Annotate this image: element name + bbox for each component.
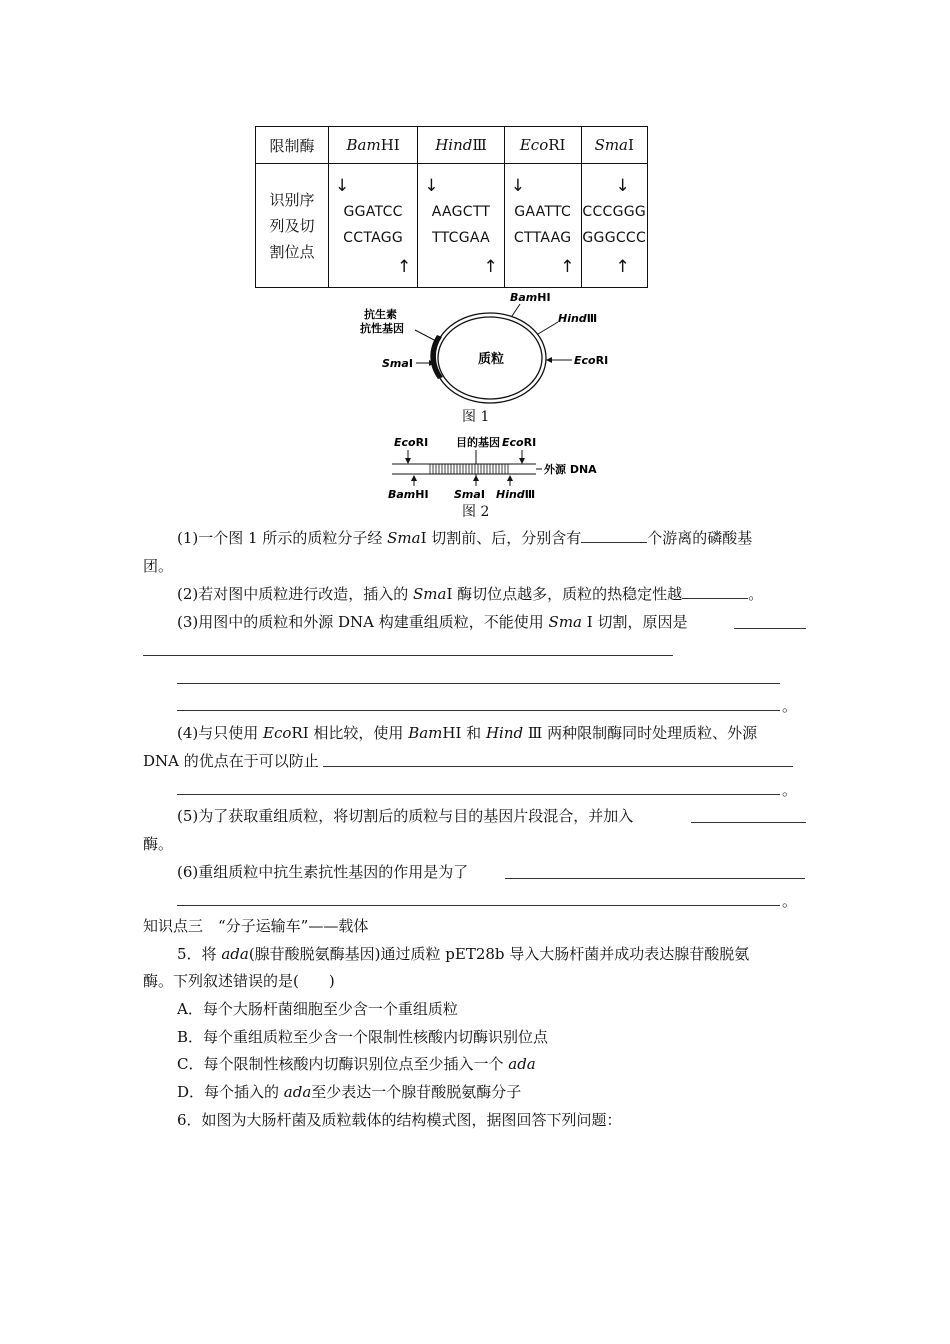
- text: 至少表达一个腺苷酸脱氨酶分子: [311, 1083, 522, 1101]
- figure2-caption: 图 2: [462, 504, 490, 520]
- text: (4)与只使用: [177, 724, 264, 742]
- text: (腺苷酸脱氨酶基因)通过质粒 pET28b 导入大肠杆菌并成功表达腺苷酸脱氨: [248, 945, 750, 963]
- sequence-top: CCCGGG: [582, 204, 647, 220]
- label-italic: Hind: [496, 488, 525, 501]
- italic-text: ada: [283, 1083, 312, 1101]
- q5-option-c[interactable]: [177, 1052, 536, 1076]
- foreign-dna-diagram: [384, 432, 614, 504]
- question-4-line-1: [177, 721, 757, 745]
- label-italic: Eco: [502, 436, 524, 449]
- answer-line[interactable]: [323, 766, 793, 767]
- label-suffix: RⅠ: [595, 354, 609, 367]
- label-italic: Sma: [454, 488, 481, 501]
- question-3-end: 。: [782, 697, 798, 715]
- ecori-sequence-cell: [504, 164, 581, 288]
- sequence-top: GGATCC: [343, 204, 403, 220]
- question-3: [177, 610, 687, 634]
- enzyme-name-suffix: Ⅲ: [472, 136, 487, 154]
- label-suffix: Ⅰ: [408, 357, 413, 370]
- enzyme-name-suffix: Ⅰ: [628, 136, 634, 154]
- plasmid-diagram: [360, 288, 640, 413]
- bamhi-sequence-cell: [329, 164, 418, 288]
- text: (6)重组质粒中抗生素抗性基因的作用是为了: [177, 863, 469, 881]
- italic-text: Sma: [413, 585, 447, 603]
- sequence-bottom: TTCGAA: [431, 230, 490, 246]
- table-sequence-row: [256, 164, 648, 288]
- text: C．每个限制性核酸内切酶识别位点至少插入一个: [177, 1055, 509, 1073]
- text: 个游离的磷酸基: [647, 529, 753, 547]
- question-1-line-1: [177, 526, 752, 550]
- answer-blank[interactable]: [682, 582, 748, 599]
- figure1-caption: 图 1: [462, 409, 490, 425]
- resistance-label-1: 抗生素: [364, 308, 397, 321]
- text: (1)一个图 1 所示的质粒分子经: [177, 529, 388, 547]
- enzyme-name-suffix: RⅠ: [548, 136, 566, 154]
- text: RⅠ 相比较，使用: [291, 724, 409, 742]
- sequence-bottom: CTTAAG: [513, 230, 572, 246]
- cut-down-arrow: ↓: [335, 176, 350, 196]
- ecori-left-label: [394, 436, 428, 449]
- sequence-top: GAATTC: [514, 204, 572, 220]
- hindiii-label: [558, 312, 597, 325]
- text: 。: [748, 585, 764, 603]
- question-2: [177, 582, 763, 606]
- label-italic: Bam: [510, 291, 538, 304]
- cut-down-arrow: ↓: [424, 176, 439, 196]
- q5-option-d[interactable]: [177, 1080, 521, 1104]
- question-5-line-2: 酶。: [143, 835, 174, 853]
- sequence-bottom: CCTAGG: [343, 230, 404, 246]
- label-suffix: HⅠ: [415, 488, 429, 501]
- resistance-label-2: 抗性基因: [360, 322, 404, 335]
- arrowhead: [411, 475, 417, 481]
- arrowhead: [519, 458, 525, 464]
- q5-option-a[interactable]: A．每个大肠杆菌细胞至少含一个重组质粒: [177, 1000, 458, 1018]
- enzyme-name-italic: Hind: [435, 136, 473, 154]
- italic-text: Sma: [548, 613, 582, 631]
- italic-text: Bam: [408, 724, 443, 742]
- label-suffix: Ⅰ: [480, 488, 485, 501]
- smai-label: [454, 488, 485, 501]
- text: Ⅰ 切割前、后，分别含有: [420, 529, 582, 547]
- italic-text: Hind: [485, 724, 524, 742]
- bamhi-pointer-line: [512, 304, 520, 316]
- enzyme-name-italic: Eco: [519, 136, 549, 154]
- question-6-end: 。: [782, 892, 798, 910]
- bamhi-label: [510, 291, 551, 304]
- text: Ⅰ 酶切位点越多，质粒的热稳定性越: [446, 585, 683, 603]
- cut-up-arrow: ↑: [396, 257, 412, 277]
- foreign-dna-label: 外源 DNA: [544, 463, 597, 476]
- smai-label: [382, 357, 413, 370]
- hindiii-label: [496, 488, 535, 501]
- arrowhead: [473, 475, 479, 481]
- plasmid-center-label: 质粒: [478, 352, 505, 367]
- enzyme-bamhi-header: [329, 127, 418, 164]
- table-header-row: [256, 127, 648, 164]
- row-label-line: 割位点: [269, 242, 315, 261]
- hindiii-sequence-cell: [418, 164, 505, 288]
- cut-up-arrow: ↑: [615, 257, 630, 277]
- q5-option-b[interactable]: B．每个重组质粒至少含一个限制性核酸内切酶识别位点: [177, 1028, 549, 1046]
- sequence-top: AAGCTT: [431, 204, 491, 220]
- q5-stem-line-2: 酶。下列叙述错误的是( ): [143, 972, 335, 990]
- answer-line[interactable]: [177, 683, 780, 684]
- sequence-bottom: GGGCCC: [582, 230, 647, 246]
- label-suffix: Ⅲ: [524, 488, 536, 501]
- hindiii-pointer-line: [538, 322, 558, 334]
- label-italic: Bam: [388, 488, 416, 501]
- question-4-line-2: DNA 的优点在于可以防止: [143, 752, 319, 770]
- answer-blank[interactable]: [581, 526, 647, 543]
- question-4-end: 。: [782, 781, 798, 799]
- ecori-right-label: [502, 436, 536, 449]
- cut-up-arrow: ↑: [483, 257, 498, 277]
- resistance-pointer-line: [415, 330, 438, 342]
- arrowhead: [405, 458, 411, 464]
- smai-sequence-cell: [581, 164, 647, 288]
- enzyme-name-italic: Sma: [594, 136, 629, 154]
- label-suffix: RⅠ: [523, 436, 537, 449]
- ecori-arrowhead: [546, 357, 552, 363]
- row-label-line: 识别序: [269, 190, 315, 209]
- label-suffix: RⅠ: [415, 436, 429, 449]
- enzyme-name-italic: Bam: [346, 136, 381, 154]
- target-gene-label: 目的基因: [456, 436, 500, 449]
- row-label-cell: [256, 164, 329, 288]
- cut-down-arrow: ↓: [510, 176, 526, 196]
- question-6-line-1: [177, 860, 468, 884]
- text: HⅠ 和: [442, 724, 486, 742]
- answer-line[interactable]: [177, 710, 780, 711]
- answer-line[interactable]: [177, 905, 780, 906]
- answer-line[interactable]: [734, 628, 806, 629]
- answer-line[interactable]: [505, 878, 805, 879]
- cut-down-arrow: ↓: [615, 176, 630, 196]
- arrowhead: [507, 475, 513, 481]
- text: (5)为了获取重组质粒，将切割后的质粒与目的基因片段混合，并加入: [177, 807, 634, 825]
- italic-text: ada: [221, 945, 249, 963]
- text: 5．将: [177, 945, 222, 963]
- italic-text: Sma: [387, 529, 421, 547]
- text: D．每个插入的: [177, 1083, 284, 1101]
- label-suffix: Ⅲ: [586, 312, 598, 325]
- answer-line[interactable]: [691, 822, 806, 823]
- text: (2)若对图中质粒进行改造，插入的: [177, 585, 414, 603]
- row-label-line: 列及切: [269, 216, 315, 235]
- q6-stem: 6．如图为大肠杆菌及质粒载体的结构模式图，据图回答下列问题：: [177, 1111, 622, 1129]
- italic-text: ada: [508, 1055, 536, 1073]
- row-header-cell: 限制酶: [256, 127, 329, 164]
- text: (3)用图中的质粒和外源 DNA 构建重组质粒，不能使用: [177, 613, 549, 631]
- cut-up-arrow: ↑: [560, 257, 575, 277]
- q5-stem-line-1: [177, 942, 749, 966]
- section-title: 知识点三 “分子运输车”——载体: [143, 917, 369, 935]
- enzyme-smai-header: [581, 127, 647, 164]
- text: Ⅰ 切割，原因是: [582, 613, 688, 631]
- label-italic: Eco: [574, 354, 596, 367]
- question-1-line-2: 团。: [143, 557, 174, 575]
- text: Ⅲ 两种限制酶同时处理质粒、外源: [523, 724, 758, 742]
- enzyme-name-suffix: HⅠ: [380, 136, 400, 154]
- label-italic: Sma: [382, 357, 409, 370]
- answer-line[interactable]: [143, 655, 673, 656]
- label-suffix: HⅠ: [537, 291, 551, 304]
- target-gene-region: [430, 464, 508, 474]
- enzyme-hindiii-header: [418, 127, 505, 164]
- ecori-label: [574, 354, 608, 367]
- question-5-line-1: [177, 804, 633, 828]
- bamhi-label: [388, 488, 429, 501]
- label-italic: Eco: [394, 436, 416, 449]
- italic-text: Eco: [263, 724, 292, 742]
- enzyme-ecori-header: [504, 127, 581, 164]
- label-italic: Hind: [558, 312, 587, 325]
- enzyme-table: [255, 126, 648, 288]
- answer-line[interactable]: [177, 794, 780, 795]
